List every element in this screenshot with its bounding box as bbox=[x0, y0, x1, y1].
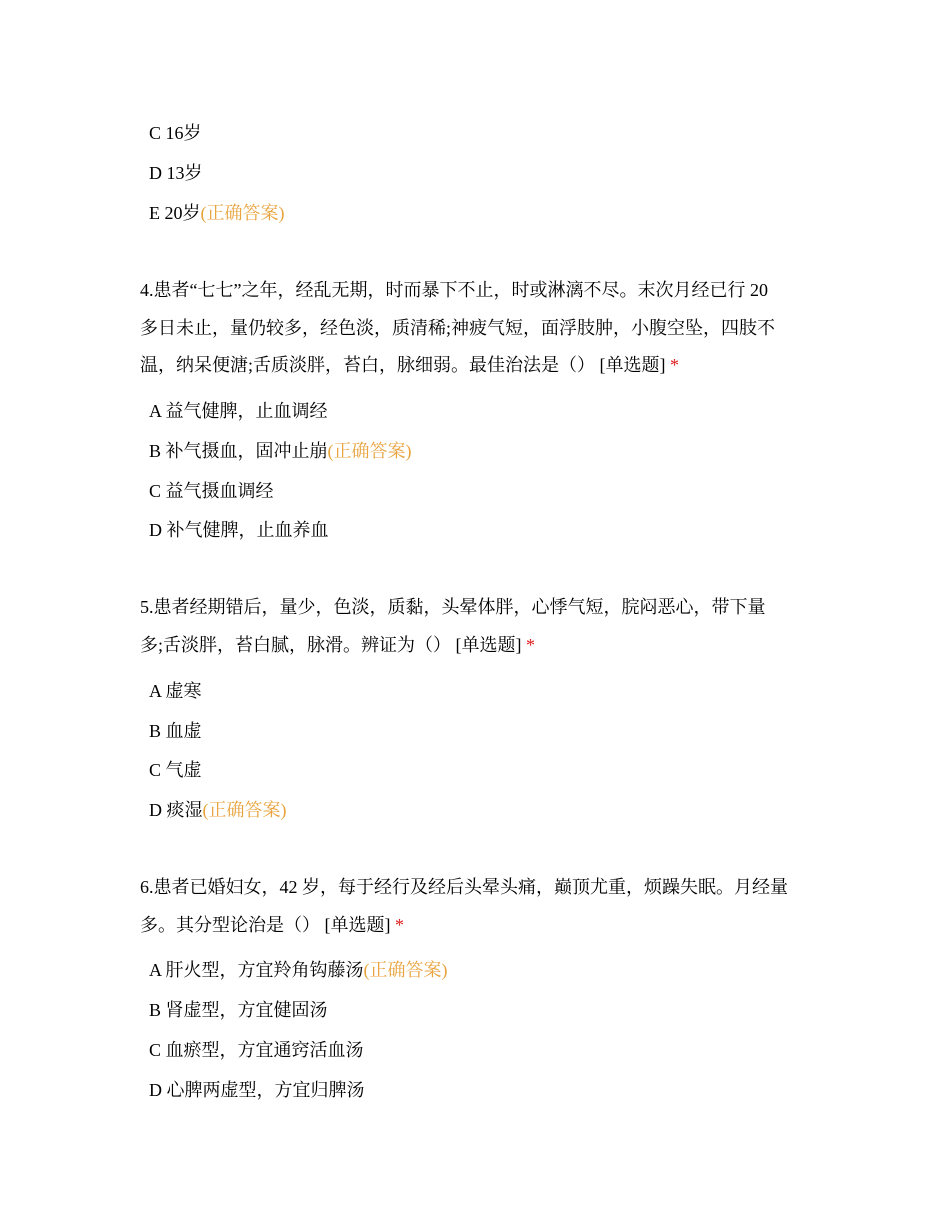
q4-option-a bbox=[149, 399, 328, 423]
option-text: C 血瘀型，方宜通窍活血汤 bbox=[149, 1040, 364, 1060]
q4-stem-line-1: 4.患者“七七”之年，经乱无期，时而暴下不止，时或淋漓不尽。末次月经已行 20 bbox=[140, 280, 768, 300]
correct-answer-tag: (正确答案) bbox=[200, 203, 285, 223]
option-text: D 心脾两虚型，方宜归脾汤 bbox=[149, 1080, 365, 1100]
q3-option-d bbox=[149, 161, 203, 185]
q5-stem-line-2 bbox=[140, 633, 535, 657]
option-text: C 16岁 bbox=[149, 123, 202, 143]
option-text: B 肾虚型，方宜健固汤 bbox=[149, 1000, 328, 1020]
option-text: D 13岁 bbox=[149, 163, 203, 183]
option-text: A 肝火型，方宜羚角钩藤汤 bbox=[149, 960, 364, 980]
q6-option-c bbox=[149, 1038, 364, 1062]
q4-stem-line-2: 多日未止，量仍较多，经色淡，质清稀;神疲气短，面浮肢肿，小腹空坠，四肢不 bbox=[140, 318, 775, 338]
question-type-tag: [单选题] bbox=[324, 915, 391, 935]
stem-text: 温，纳呆便溏;舌质淡胖，苔白，脉细弱。最佳治法是（） bbox=[140, 355, 595, 375]
q6-option-a bbox=[149, 958, 448, 982]
q4-stem-line-3 bbox=[140, 353, 679, 377]
q4-option-d bbox=[149, 518, 329, 542]
correct-answer-tag: (正确答案) bbox=[202, 800, 287, 820]
q4-option-c bbox=[149, 479, 274, 503]
option-text: E 20岁 bbox=[149, 203, 201, 223]
option-text: B 补气摄血，固冲止崩 bbox=[149, 441, 328, 461]
q5-stem-line-1: 5.患者经期错后，量少，色淡，质黏，头晕体胖，心悸气短，脘闷恶心，带下量 bbox=[140, 597, 766, 617]
q3-option-c bbox=[149, 121, 202, 145]
required-mark: * bbox=[526, 635, 535, 655]
q3-option-e bbox=[149, 201, 285, 225]
q4-option-b bbox=[149, 439, 412, 463]
correct-answer-tag: (正确答案) bbox=[327, 441, 412, 461]
option-text: D 痰湿 bbox=[149, 800, 203, 820]
q5-option-b bbox=[149, 719, 202, 743]
q6-option-d bbox=[149, 1078, 365, 1102]
option-text: D 补气健脾，止血养血 bbox=[149, 520, 329, 540]
q5-option-d bbox=[149, 798, 287, 822]
option-text: C 益气摄血调经 bbox=[149, 481, 274, 501]
question-type-tag: [单选题] bbox=[599, 355, 666, 375]
stem-text: 多。其分型论治是（） bbox=[140, 915, 320, 935]
correct-answer-tag: (正确答案) bbox=[363, 960, 448, 980]
option-text: C 气虚 bbox=[149, 760, 202, 780]
q6-option-b bbox=[149, 998, 328, 1022]
stem-text: 多;舌淡胖，苔白腻，脉滑。辨证为（） bbox=[140, 635, 451, 655]
option-text: B 血虚 bbox=[149, 721, 202, 741]
q5-option-a bbox=[149, 679, 202, 703]
option-text: A 益气健脾，止血调经 bbox=[149, 401, 328, 421]
q6-stem-line-2 bbox=[140, 913, 404, 937]
option-text: A 虚寒 bbox=[149, 681, 202, 701]
required-mark: * bbox=[395, 915, 404, 935]
question-type-tag: [单选题] bbox=[455, 635, 522, 655]
required-mark: * bbox=[670, 355, 679, 375]
q6-stem-line-1: 6.患者已婚妇女，42 岁，每于经行及经后头晕头痛，巅顶尤重，烦躁失眠。月经量 bbox=[140, 877, 788, 897]
q5-option-c bbox=[149, 758, 202, 782]
